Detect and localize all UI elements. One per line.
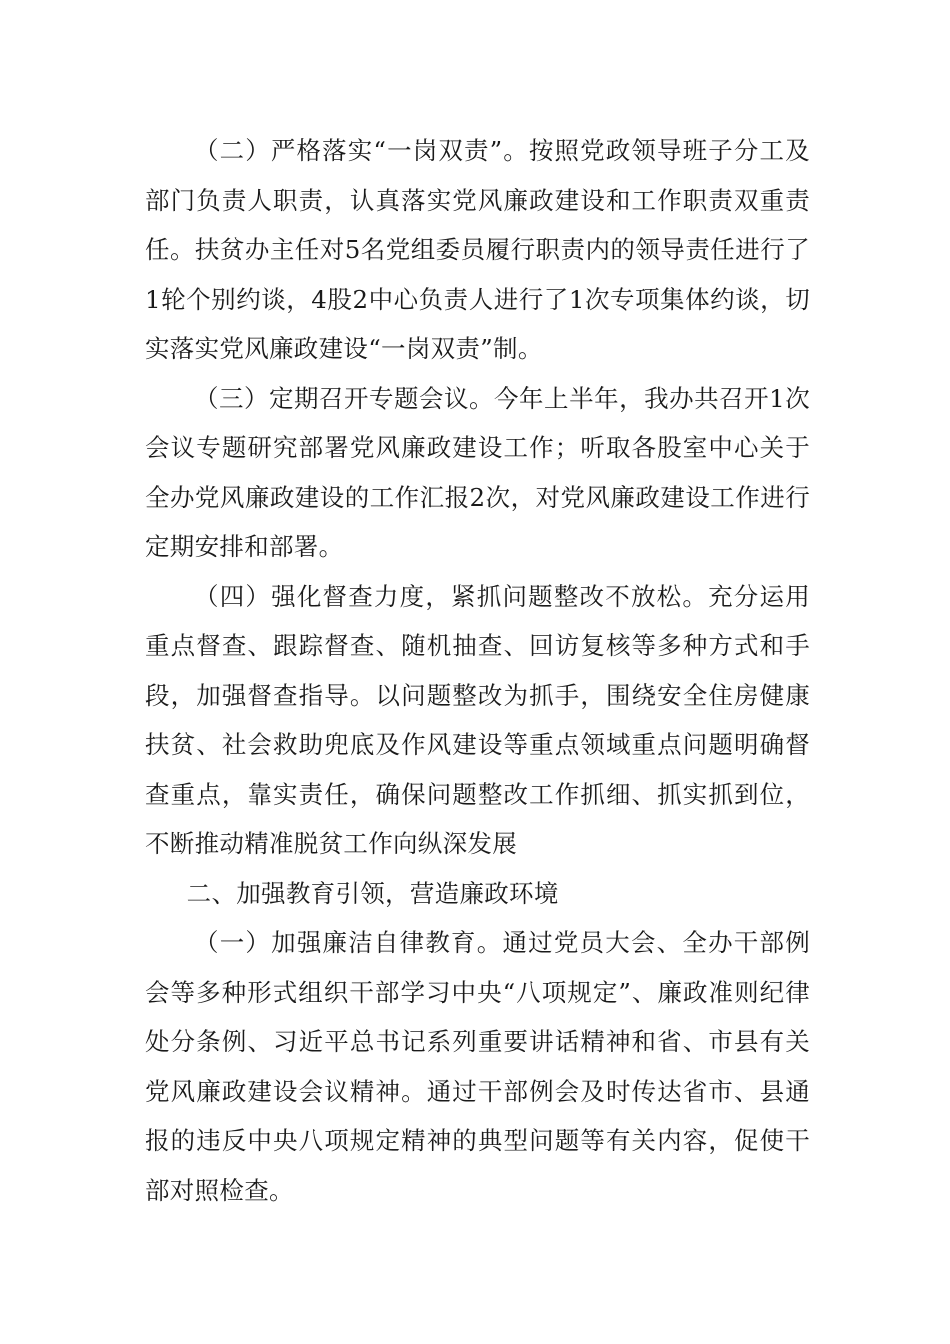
paragraph-ducha-lidu: （四）强化督查力度，紧抓问题整改不放松。充分运用重点督查、跟踪督查、随机抽查、回访复核等多种方式和手段，加强督查指导。以问题整改为抓手，围绕安全住房健康扶贫、社会救助兜底及作风建设等重点领域重点问题明确督查重点，靠实责任，确保问题整改工作抓细、抓实抓到位，不断推动精准脱贫工作向纵深发展 (145, 581, 810, 858)
paragraph-zhuanti-huiyi: （三）定期召开专题会议。今年上半年，我办共召开1次会议专题研究部署党风廉政建设工作；听取各股室中心关于全办党风廉政建设的工作汇报2次，对党风廉政建设工作进行定期安排和部署。 (145, 383, 810, 561)
section-heading: 二、加强教育引领，营造廉政环境 (186, 878, 559, 908)
paragraph-lianjie-jiaoyu: （一）加强廉洁自律教育。通过党员大会、全办干部例会等多种形式组织干部学习中央“八项规定”、廉政准则纪律处分条例、习近平总书记系列重要讲话精神和省、市县有关党风廉政建设会议精神。通过干部例会及时传达省市、县通报的违反中央八项规定精神的典型问题等有关内容，促使干部对照检查。 (145, 928, 810, 1205)
document-body (145, 126, 810, 1215)
paragraph-yigang-shuangze: （二）严格落实“一岗双责”。按照党政领导班子分工及部门负责人职责，认真落实党风廉政建设和工作职责双重责任。扶贫办主任对5名党组委员履行职责内的领导责任进行了1轮个别约谈，4股2中心负责人进行了1次专项集体约谈，切实落实党风廉政建设“一岗双责”制。 (145, 136, 810, 363)
